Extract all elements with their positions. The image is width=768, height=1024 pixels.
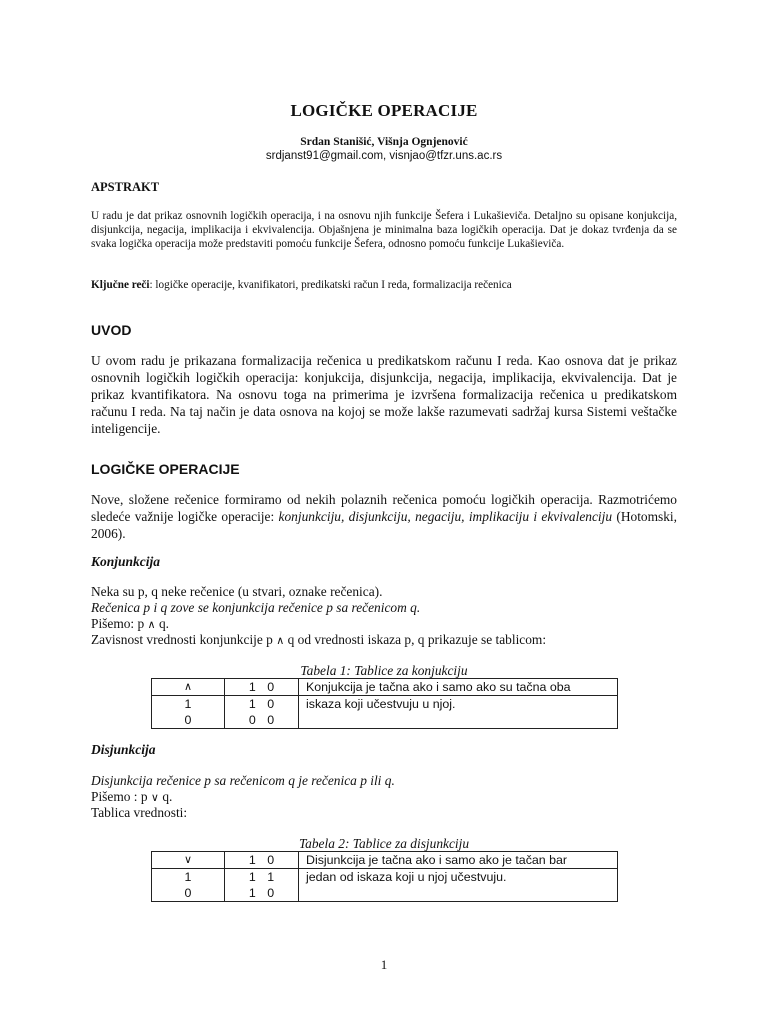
disjunkcija-line-3: Tablica vrednosti: bbox=[91, 805, 188, 820]
row-label: 0 bbox=[184, 713, 192, 727]
table-2-disjunction bbox=[151, 851, 618, 902]
table-header-values bbox=[225, 852, 299, 869]
konjunkcija-heading: Konjunkcija bbox=[91, 554, 161, 569]
paper-title: LOGIČKE OPERACIJE bbox=[290, 101, 478, 120]
table-row-values bbox=[225, 869, 299, 902]
table-description-cell bbox=[299, 679, 618, 696]
and-symbol: ∧ bbox=[276, 634, 285, 647]
konjunkcija-line-3 bbox=[91, 616, 169, 632]
konjunkcija-line-1: Neka su p, q neke rečenice (u stvari, oznake rečenica). bbox=[91, 584, 383, 599]
table-2-caption: Tabela 2: Tablice za disjunkciju bbox=[298, 836, 470, 851]
or-operator-symbol: ∨ bbox=[183, 853, 193, 866]
disjunkcija-line-2 bbox=[91, 789, 172, 805]
table-description-line-1: Disjunkcija je tačna ako i samo ako je tačan bar bbox=[306, 853, 568, 867]
page-number: 1 bbox=[380, 957, 388, 972]
table-row bbox=[152, 696, 618, 729]
disjunkcija-line-2-prefix: Pišemo : p bbox=[91, 789, 151, 804]
table-1-caption: Tabela 1: Tablice za konjukciju bbox=[300, 663, 468, 678]
disjunkcija-line-1: Disjunkcija rečenice p sa rečenicom q je rečenica p ili q. bbox=[91, 773, 395, 788]
row-label: 0 bbox=[184, 886, 192, 900]
konjunkcija-line-4 bbox=[91, 632, 546, 648]
row-values: 1 1 bbox=[248, 870, 275, 884]
logicke-operacije-text bbox=[91, 491, 677, 542]
table-row-values bbox=[225, 696, 299, 729]
konjunkcija-line-2: Rečenica p i q zove se konjunkcija rečenice p sa rečenicom q. bbox=[91, 600, 421, 615]
table-description-line-2: iskaza koji učestvuju u njoj. bbox=[306, 697, 456, 711]
and-operator-symbol: ∧ bbox=[183, 680, 193, 693]
konjunkcija-line-3-suffix: q. bbox=[155, 616, 169, 631]
table-row-labels bbox=[152, 869, 225, 902]
abstract-heading: APSTRAKT bbox=[91, 180, 160, 194]
disjunkcija-line-2-suffix: q. bbox=[158, 789, 173, 804]
row-label: 1 bbox=[184, 697, 192, 711]
table-header-values-text: 1 0 bbox=[248, 853, 275, 867]
table-description-line-2: jedan od iskaza koji u njoj učestvuju. bbox=[306, 870, 507, 884]
author-emails: srdjanst91@gmail.com, visnjao@tfzr.uns.ac.rs bbox=[265, 150, 503, 162]
table-operator-cell bbox=[152, 679, 225, 696]
table-description-line-1: Konjukcija je tačna ako i samo ako su tačna oba bbox=[306, 680, 571, 694]
konjunkcija-line-4-suffix: q od vrednosti iskaza p, q prikazuje se tablicom: bbox=[284, 632, 547, 647]
or-symbol: ∨ bbox=[150, 791, 159, 804]
disjunkcija-heading: Disjunkcija bbox=[91, 742, 156, 757]
row-values: 0 0 bbox=[248, 713, 275, 727]
konjunkcija-line-3-prefix: Pišemo: p bbox=[91, 616, 148, 631]
table-operator-cell bbox=[152, 852, 225, 869]
table-header-values bbox=[225, 679, 299, 696]
logicke-text-italic: konjunkciju, disjunkciju, negaciju, implikaciju i ekvivalenciju bbox=[278, 509, 613, 524]
uvod-heading: UVOD bbox=[91, 322, 132, 338]
and-symbol: ∧ bbox=[147, 618, 156, 631]
keywords-text: : logičke operacije, kvanifikatori, predikatski račun I reda, formalizacija rečenica bbox=[149, 279, 512, 291]
paper-authors: Srdan Stanišić, Višnja Ognjenović bbox=[300, 136, 468, 148]
keywords-label: Ključne reči bbox=[91, 279, 150, 291]
table-row bbox=[152, 869, 618, 902]
konjunkcija-line-4-prefix: Zavisnost vrednosti konjunkcije p bbox=[91, 632, 277, 647]
table-description-cell bbox=[299, 869, 618, 902]
row-values: 1 0 bbox=[248, 697, 275, 711]
table-header-values-text: 1 0 bbox=[248, 680, 275, 694]
table-description-cell bbox=[299, 852, 618, 869]
table-1-conjunction bbox=[151, 678, 618, 729]
keywords-line bbox=[91, 279, 512, 291]
row-label: 1 bbox=[184, 870, 192, 884]
table-row bbox=[152, 852, 618, 869]
table-description-cell bbox=[299, 696, 618, 729]
row-values: 1 0 bbox=[248, 886, 275, 900]
table-row-labels bbox=[152, 696, 225, 729]
abstract-text: U radu je dat prikaz osnovnih logičkih operacija, i na osnovu njih funkcije Šefera i Lukašieviča. Detaljno su opisane konjukcija, disjunkcija, negacija, implikacija i ekvivalencija. Objašnjena je minimalna baza logičkih operacija. Dat je dokaz tvrđenja da se svaka logička operacija može predstaviti pomoću funkcije Šefera, odnosno pomoću funkcije Lukašieviča. bbox=[91, 210, 677, 250]
logicke-text-citation: (Hotomski, 2006). bbox=[91, 509, 678, 541]
uvod-text: U ovom radu je prikazana formalizacija rečenica u predikatskom računu I reda. Kao osnova dat je prikaz osnovnih logičkih logičkih operacija: konjukcija, disjunkcija, negacija, implikacija, ekvivalencija. Dat je prikaz kvantifikatora. Na osnovu toga na primerima je izvršena formalizacija rečenica u predikatskom računu I reda. Na taj način je data osnova na kojoj se može lakše razumevati sadržaj kursa Sistemi veštačke inteligencije. bbox=[91, 353, 677, 436]
logicke-operacije-heading: LOGIČKE OPERACIJE bbox=[91, 461, 240, 477]
table-row bbox=[152, 679, 618, 696]
logicke-text-plain: Nove, složene rečenice formiramo od nekih polaznih rečenica pomoću logičkih operacija. Razmotrićemo sledeće važnije logičke operacije: bbox=[91, 492, 677, 524]
